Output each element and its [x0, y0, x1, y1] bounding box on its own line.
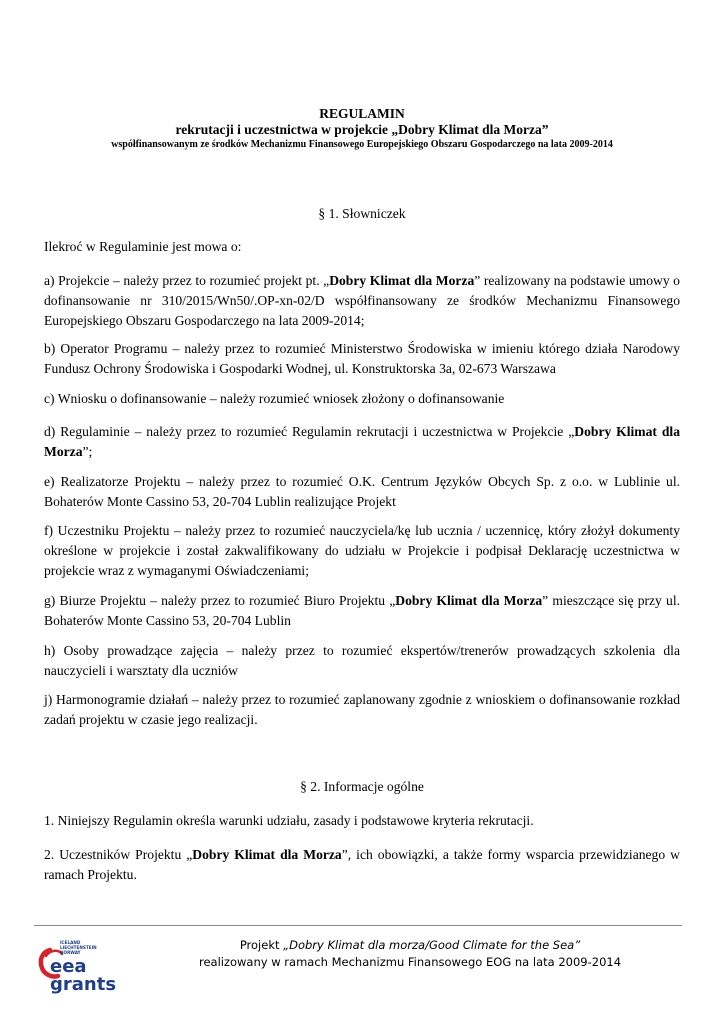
definition-d: d) Regulaminie – należy przez to rozumieć Regulamin rekrutacji i uczestnictwa w Projekcie „Dobry Klimat dla Morza”;: [44, 424, 680, 459]
footer-line-1: Projekt „Dobry Klimat dla morza/Good Climate for the Sea”: [239, 938, 581, 952]
footer-text: [130, 937, 690, 971]
section-2-point-2: 2. Uczestników Projektu „Dobry Klimat dla Morza”, ich obowiązki, a także formy wsparcia przewidzianego w ramach Projektu.: [44, 847, 680, 882]
cofinance-note: współfinansowanym ze środków Mechanizmu Finansowego Europejskiego Obszaru Gospodarczego na lata 2009-2014: [111, 139, 613, 150]
definition-f: f) Uczestniku Projektu – należy przez to rozumieć nauczyciela/kę lub ucznia / uczennicę, który złożył dokumenty określone w projekcie i został zakwalifikowany do udziału w Projekcie i podpisał Deklarację uczestnictwa w projekcie wraz z wymaganymi Oświadczeniami;: [44, 523, 680, 578]
document-header: [44, 106, 680, 152]
logo-text-eea: eea: [50, 956, 87, 977]
definition-a: a) Projekcie – należy przez to rozumieć projekt pt. „Dobry Klimat dla Morza” realizowany na podstawie umowy o dofinansowanie nr 310/2015/Wn50/.OP-xn-02/D współfinansowany ze środków Mechanizmu Finansowego Europejskiego Obszaru Gospodarczego na lata 2009-2014;: [44, 273, 680, 328]
definition-b: b) Operator Programu – należy przez to rozumieć Ministerstwo Środowiska w imieniu którego działa Narodowy Fundusz Ochrony Środowiska i Gospodarki Wodnej, ul. Konstruktorska 3a, 02-673 Warszawa: [44, 341, 680, 376]
logo-text-norway: NORWAY: [60, 950, 81, 955]
section-2-point-1: 1. Niniejszy Regulamin określa warunki udziału, zasady i podstawowe kryteria rekrutacji.: [44, 813, 534, 828]
section-1-intro: Ilekroć w Regulaminie jest mowa o:: [44, 239, 242, 254]
footer-divider: [34, 925, 682, 926]
eea-grants-logo: [36, 936, 126, 996]
logo-text-iceland: ICELAND: [60, 940, 81, 945]
logo-text-grants: grants: [50, 974, 117, 995]
section-2-title: § 2. Informacje ogólne: [300, 779, 424, 794]
definition-g: g) Biurze Projektu – należy przez to rozumieć Biuro Projektu „Dobry Klimat dla Morza” mieszczące się przy ul. Bohaterów Monte Cassino 53, 20-704 Lublin: [44, 593, 680, 628]
document-title: REGULAMIN: [319, 106, 405, 121]
definition-c: c) Wniosku o dofinansowanie – należy rozumieć wniosek złożony o dofinansowanie: [44, 391, 505, 406]
definition-e: e) Realizatorze Projektu – należy przez to rozumieć O.K. Centrum Języków Obcych Sp. z o.o. w Lublinie ul. Bohaterów Monte Cassino 53, 20-704 Lublin realizujące Projekt: [44, 474, 680, 509]
definition-j: j) Harmonogramie działań – należy przez to rozumieć zaplanowany zgodnie z wnioskiem o dofinansowanie rozkład zadań projektu w czasie jego realizacji.: [44, 692, 680, 727]
definition-h: h) Osoby prowadzące zajęcia – należy przez to rozumieć ekspertów/trenerów prowadzących szkolenia dla nauczycieli i warsztaty dla uczniów: [44, 643, 680, 678]
section-1-title: § 1. Słowniczek: [318, 206, 406, 221]
logo-text-liechtenstein: LIECHTENSTEIN: [60, 945, 97, 950]
footer-line-2: realizowany w ramach Mechanizmu Finansowego EOG na lata 2009-2014: [198, 955, 622, 969]
document-subtitle: rekrutacji i uczestnictwa w projekcie „Dobry Klimat dla Morza”: [175, 122, 549, 137]
